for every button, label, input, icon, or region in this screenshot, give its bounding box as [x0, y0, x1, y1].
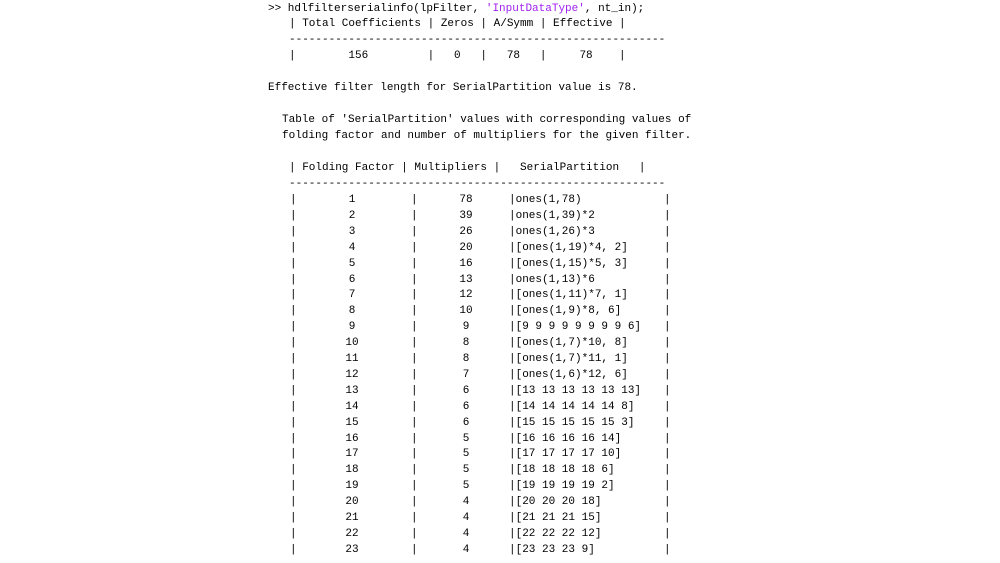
folding-factor-cell: 3	[348, 226, 356, 238]
row-border-left: |	[290, 385, 297, 397]
multipliers-cell: 6	[462, 385, 470, 397]
command-string-arg: 'InputDataType'	[485, 3, 585, 15]
multipliers-cell: 39	[459, 210, 473, 222]
multipliers-cell: 4	[462, 528, 470, 540]
serial-partition-cell: |[21 21 21 15]	[509, 512, 602, 524]
row-border-left: |	[290, 369, 297, 381]
folding-factor-cell: 10	[345, 337, 359, 349]
row-border-left: |	[290, 274, 297, 286]
multipliers-cell: 6	[462, 417, 470, 429]
row-border-left: |	[290, 544, 297, 556]
row-border-right: |	[664, 353, 671, 365]
multipliers-cell: 12	[459, 289, 473, 301]
row-border-right: |	[664, 448, 671, 460]
row-border-left: |	[290, 194, 297, 206]
row-border-mid: |	[411, 417, 418, 429]
row-border-left: |	[290, 353, 297, 365]
serial-partition-cell: |ones(1,78)	[509, 194, 582, 206]
serial-partition-cell: |[ones(1,11)*7, 1]	[509, 289, 628, 301]
folding-factor-cell: 2	[348, 210, 356, 222]
folding-factor-cell: 20	[345, 496, 359, 508]
row-border-left: |	[290, 289, 297, 301]
serial-partition-cell: |[ones(1,7)*11, 1]	[509, 353, 628, 365]
row-border-mid: |	[411, 194, 418, 206]
row-border-mid: |	[411, 210, 418, 222]
row-border-right: |	[664, 258, 671, 270]
row-border-mid: |	[411, 353, 418, 365]
row-border-mid: |	[411, 433, 418, 445]
serial-partition-cell: |[22 22 22 12]	[509, 528, 602, 540]
row-border-right: |	[664, 480, 671, 492]
multipliers-cell: 4	[462, 512, 470, 524]
row-border-left: |	[290, 528, 297, 540]
row-border-mid: |	[411, 528, 418, 540]
folding-factor-cell: 15	[345, 417, 359, 429]
multipliers-cell: 26	[459, 226, 473, 238]
command-line	[268, 1, 644, 17]
serial-partition-cell: |[17 17 17 17 10]	[509, 448, 622, 460]
serial-partition-cell: |[13 13 13 13 13 13]	[509, 385, 642, 397]
row-border-right: |	[664, 305, 671, 317]
multipliers-cell: 16	[459, 258, 473, 270]
summary-table-row: | 156 | 0 | 78 | 78 |	[289, 50, 626, 62]
row-border-right: |	[664, 242, 671, 254]
folding-factor-cell: 4	[348, 242, 356, 254]
row-border-right: |	[664, 274, 671, 286]
row-border-mid: |	[411, 305, 418, 317]
serial-partition-cell: |[ones(1,6)*12, 6]	[509, 369, 628, 381]
row-border-left: |	[290, 226, 297, 238]
folding-factor-cell: 7	[348, 289, 356, 301]
multipliers-cell: 5	[462, 448, 470, 460]
serial-partition-cell: |[18 18 18 18 6]	[509, 464, 615, 476]
row-border-right: |	[664, 385, 671, 397]
serial-partition-cell: |[ones(1,9)*8, 6]	[509, 305, 622, 317]
row-border-left: |	[290, 433, 297, 445]
multipliers-cell: 78	[459, 194, 473, 206]
multipliers-cell: 10	[459, 305, 473, 317]
multipliers-cell: 5	[462, 480, 470, 492]
row-border-mid: |	[411, 274, 418, 286]
row-border-right: |	[664, 496, 671, 508]
folding-factor-cell: 14	[345, 401, 359, 413]
serial-partition-cell: |[16 16 16 16 14]	[509, 433, 622, 445]
multipliers-cell: 4	[462, 544, 470, 556]
row-border-right: |	[664, 226, 671, 238]
folding-factor-cell: 23	[345, 544, 359, 556]
folding-factor-cell: 18	[345, 464, 359, 476]
row-border-mid: |	[411, 242, 418, 254]
folding-factor-cell: 12	[345, 369, 359, 381]
serial-partition-cell: |ones(1,39)*2	[509, 210, 595, 222]
row-border-left: |	[290, 337, 297, 349]
folding-factor-cell: 17	[345, 448, 359, 460]
row-border-left: |	[290, 321, 297, 333]
row-border-mid: |	[411, 321, 418, 333]
row-border-left: |	[290, 242, 297, 254]
row-border-left: |	[290, 464, 297, 476]
folding-factor-cell: 13	[345, 385, 359, 397]
row-border-right: |	[664, 544, 671, 556]
multipliers-cell: 6	[462, 401, 470, 413]
row-border-right: |	[664, 401, 671, 413]
row-border-mid: |	[411, 401, 418, 413]
row-border-right: |	[664, 337, 671, 349]
serial-partition-cell: |[ones(1,19)*4, 2]	[509, 242, 628, 254]
folding-factor-cell: 21	[345, 512, 359, 524]
row-border-mid: |	[411, 385, 418, 397]
row-border-mid: |	[411, 448, 418, 460]
row-border-left: |	[290, 401, 297, 413]
row-border-left: |	[290, 305, 297, 317]
row-border-left: |	[290, 512, 297, 524]
folding-factor-cell: 5	[348, 258, 356, 270]
serial-partition-cell: |[14 14 14 14 14 8]	[509, 401, 635, 413]
row-border-left: |	[290, 210, 297, 222]
serial-partition-cell: |[19 19 19 19 2]	[509, 480, 615, 492]
serial-partition-cell: |[20 20 20 18]	[509, 496, 602, 508]
row-border-left: |	[290, 496, 297, 508]
row-border-right: |	[664, 528, 671, 540]
row-border-right: |	[664, 369, 671, 381]
row-border-mid: |	[411, 337, 418, 349]
row-border-mid: |	[411, 480, 418, 492]
row-border-mid: |	[411, 289, 418, 301]
folding-factor-cell: 8	[348, 305, 356, 317]
table-note-line-2: folding factor and number of multipliers for the given filter.	[282, 130, 692, 142]
multipliers-cell: 8	[462, 337, 470, 349]
row-border-right: |	[664, 464, 671, 476]
multipliers-cell: 7	[462, 369, 470, 381]
multipliers-cell: 5	[462, 464, 470, 476]
table-note-line-1: Table of 'SerialPartition' values with corresponding values of	[282, 114, 692, 126]
command-suffix: , nt_in);	[584, 3, 645, 15]
partition-table-separator: ---------------------------------------------------------	[289, 178, 666, 190]
row-border-mid: |	[411, 512, 418, 524]
row-border-mid: |	[411, 258, 418, 270]
row-border-left: |	[290, 448, 297, 460]
row-border-left: |	[290, 258, 297, 270]
multipliers-cell: 5	[462, 433, 470, 445]
row-border-mid: |	[411, 496, 418, 508]
folding-factor-cell: 6	[348, 274, 356, 286]
serial-partition-cell: |ones(1,26)*3	[509, 226, 595, 238]
row-border-mid: |	[411, 226, 418, 238]
folding-factor-cell: 11	[345, 353, 359, 365]
multipliers-cell: 9	[462, 321, 470, 333]
row-border-left: |	[290, 417, 297, 429]
row-border-right: |	[664, 417, 671, 429]
serial-partition-cell: |[9 9 9 9 9 9 9 9 6]	[509, 321, 642, 333]
folding-factor-cell: 16	[345, 433, 359, 445]
folding-factor-cell: 22	[345, 528, 359, 540]
row-border-right: |	[664, 512, 671, 524]
row-border-right: |	[664, 321, 671, 333]
folding-factor-cell: 9	[348, 321, 356, 333]
serial-partition-cell: |[23 23 23 9]	[509, 544, 595, 556]
summary-table-header: | Total Coefficients | Zeros | A/Symm | Effective |	[289, 18, 626, 30]
serial-partition-cell: |ones(1,13)*6	[509, 274, 595, 286]
serial-partition-cell: |[15 15 15 15 15 3]	[509, 417, 635, 429]
serial-partition-cell: |[ones(1,7)*10, 8]	[509, 337, 628, 349]
folding-factor-cell: 19	[345, 480, 359, 492]
folding-factor-cell: 1	[348, 194, 356, 206]
partition-table-header: | Folding Factor | Multipliers | SerialPartition |	[289, 162, 646, 174]
multipliers-cell: 13	[459, 274, 473, 286]
serial-partition-cell: |[ones(1,15)*5, 3]	[509, 258, 628, 270]
multipliers-cell: 20	[459, 242, 473, 254]
command-prefix: >> hdlfilterserialinfo(lpFilter,	[268, 3, 486, 15]
row-border-left: |	[290, 480, 297, 492]
row-border-right: |	[664, 289, 671, 301]
row-border-right: |	[664, 433, 671, 445]
row-border-mid: |	[411, 369, 418, 381]
row-border-mid: |	[411, 464, 418, 476]
row-border-right: |	[664, 194, 671, 206]
effective-length-message: Effective filter length for SerialPartition value is 78.	[268, 82, 638, 94]
multipliers-cell: 8	[462, 353, 470, 365]
multipliers-cell: 4	[462, 496, 470, 508]
row-border-mid: |	[411, 544, 418, 556]
summary-table-separator: ---------------------------------------------------------	[289, 34, 666, 46]
row-border-right: |	[664, 210, 671, 222]
